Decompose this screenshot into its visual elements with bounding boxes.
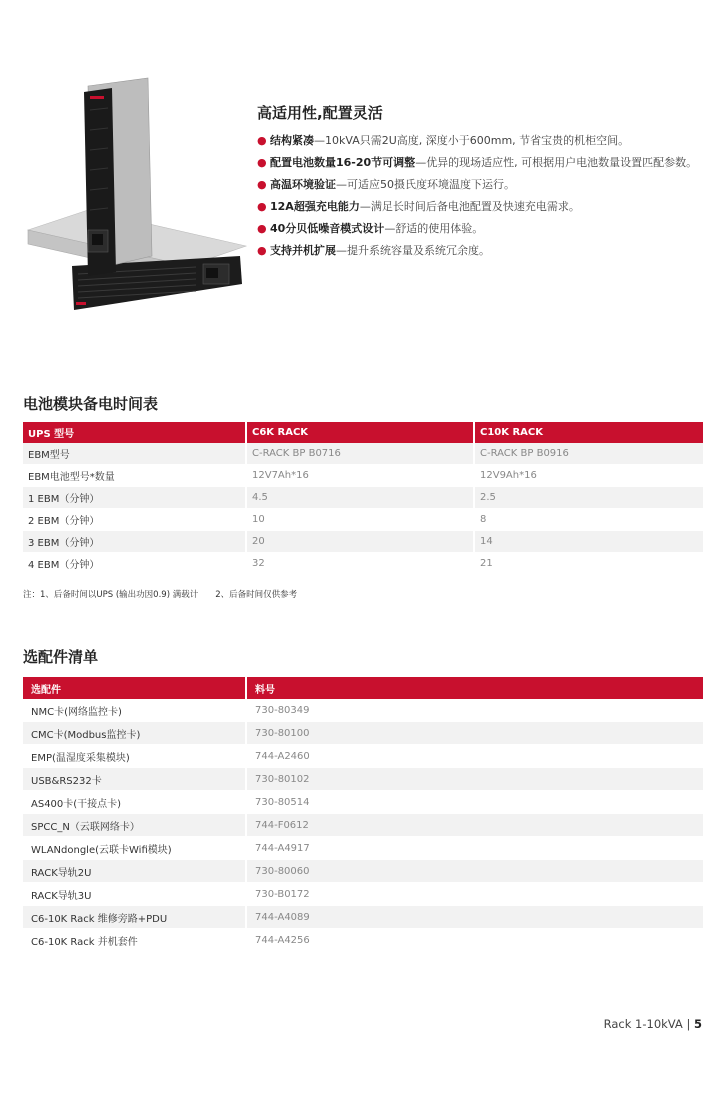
feature-highlight: 12A超强充电能力	[270, 200, 360, 213]
runtime-section-title: 电池模块备电时间表	[23, 395, 159, 413]
bullet-icon: ●	[257, 222, 267, 235]
part-number: 730-80102	[245, 768, 703, 791]
table-row	[23, 553, 703, 575]
feature-separator: —	[359, 200, 371, 213]
footer-product: Rack 1-10kVA	[603, 1017, 683, 1031]
runtime-header-model: UPS 型号	[23, 422, 245, 443]
row-label: 4 EBM（分钟）	[23, 553, 245, 575]
feature-separator: —	[415, 156, 427, 169]
feature-item	[257, 242, 707, 260]
product-image	[20, 70, 250, 320]
runtime-header-c10k: C10K RACK	[473, 422, 703, 443]
feature-text: 10kVA只需2U高度, 深度小于600mm, 节省宝贵的机柜空间。	[325, 134, 630, 147]
feature-separator: —	[384, 222, 396, 235]
option-name: CMC卡(Modbus监控卡)	[23, 722, 245, 745]
table-row	[23, 699, 703, 722]
table-row	[23, 883, 703, 906]
options-header-part-number: 料号	[245, 677, 703, 699]
runtime-header-c6k: C6K RACK	[245, 422, 473, 443]
bullet-icon: ●	[257, 134, 267, 147]
table-row	[23, 509, 703, 531]
option-name: RACK导轨3U	[23, 883, 245, 906]
table-row	[23, 443, 703, 465]
option-name: AS400卡(干接点卡)	[23, 791, 245, 814]
cell-value: 20	[245, 531, 473, 553]
part-number: 730-80100	[245, 722, 703, 745]
cell-value: 21	[473, 553, 703, 575]
bullet-icon: ●	[257, 178, 267, 191]
feature-text: 提升系统容量及系统冗余度。	[347, 244, 490, 257]
part-number: 744-A2460	[245, 745, 703, 768]
table-row	[23, 837, 703, 860]
feature-item	[257, 132, 707, 150]
part-number: 744-F0612	[245, 814, 703, 837]
options-table	[23, 677, 703, 952]
option-name: SPCC_N（云联网络卡）	[23, 814, 245, 837]
table-row	[23, 465, 703, 487]
feature-item	[257, 220, 707, 238]
cell-value: 2.5	[473, 487, 703, 509]
feature-highlight: 配置电池数量16-20节可调整	[270, 156, 416, 169]
table-row	[23, 487, 703, 509]
option-name: C6-10K Rack 并机套件	[23, 929, 245, 952]
row-label: 1 EBM（分钟）	[23, 487, 245, 509]
bullet-icon: ●	[257, 244, 267, 257]
feature-item	[257, 154, 707, 172]
runtime-table	[23, 422, 703, 575]
option-name: C6-10K Rack 维修旁路+PDU	[23, 906, 245, 929]
feature-highlight: 支持并机扩展	[270, 244, 336, 257]
row-label: 3 EBM（分钟）	[23, 531, 245, 553]
row-label: 2 EBM（分钟）	[23, 509, 245, 531]
row-label: EBM电池型号*数量	[23, 465, 245, 487]
feature-item	[257, 176, 707, 194]
table-row	[23, 531, 703, 553]
table-row	[23, 791, 703, 814]
cell-value: 10	[245, 509, 473, 531]
table-row	[23, 860, 703, 883]
option-name: RACK导轨2U	[23, 860, 245, 883]
bullet-icon: ●	[257, 156, 267, 169]
row-label: EBM型号	[23, 443, 245, 465]
part-number: 730-80514	[245, 791, 703, 814]
feature-highlight: 40分贝低噪音模式设计	[270, 222, 385, 235]
table-row	[23, 906, 703, 929]
runtime-header-row	[23, 422, 703, 443]
cell-value: 8	[473, 509, 703, 531]
table-row	[23, 929, 703, 952]
runtime-note: 注：1、后备时间以UPS (输出功因0.9) 满载计 2、后备时间仅供参考	[23, 590, 298, 600]
table-row	[23, 745, 703, 768]
feature-text: 满足长时间后备电池配置及快速充电需求。	[370, 200, 580, 213]
feature-separator: —	[336, 244, 347, 257]
feature-text: 优异的现场适应性, 可根据用户电池数量设置匹配参数。	[426, 156, 698, 169]
table-row	[23, 814, 703, 837]
bullet-icon: ●	[257, 200, 267, 213]
cell-value: 12V7Ah*16	[245, 465, 473, 487]
feature-highlight: 高温环境验证	[270, 178, 336, 191]
option-name: EMP(温湿度采集模块)	[23, 745, 245, 768]
option-name: USB&RS232卡	[23, 768, 245, 791]
features-title: 高适用性,配置灵活	[257, 104, 383, 122]
table-row	[23, 768, 703, 791]
options-section-title: 选配件清单	[23, 648, 99, 666]
footer-divider: |	[686, 1017, 691, 1031]
cell-value: C-RACK BP B0716	[245, 443, 473, 465]
page-footer	[604, 1017, 702, 1031]
part-number: 744-A4089	[245, 906, 703, 929]
cell-value: 12V9Ah*16	[473, 465, 703, 487]
cell-value: C-RACK BP B0916	[473, 443, 703, 465]
part-number: 730-80349	[245, 699, 703, 722]
table-row	[23, 722, 703, 745]
options-header-item: 选配件	[23, 677, 245, 699]
part-number: 744-A4917	[245, 837, 703, 860]
cell-value: 4.5	[245, 487, 473, 509]
feature-item	[257, 198, 707, 216]
option-name: WLANdongle(云联卡Wifi模块)	[23, 837, 245, 860]
feature-separator: —	[336, 178, 347, 191]
cell-value: 32	[245, 553, 473, 575]
feature-highlight: 结构紧凑	[270, 134, 314, 147]
part-number: 730-B0172	[245, 883, 703, 906]
part-number: 744-A4256	[245, 929, 703, 952]
features-list	[257, 132, 707, 264]
part-number: 730-80060	[245, 860, 703, 883]
cell-value: 14	[473, 531, 703, 553]
page-number: 5	[693, 1017, 702, 1031]
feature-text: 可适应50摄氏度环境温度下运行。	[347, 178, 515, 191]
feature-separator: —	[314, 134, 325, 147]
feature-text: 舒适的使用体验。	[395, 222, 484, 235]
options-header-row	[23, 677, 703, 699]
option-name: NMC卡(网络监控卡)	[23, 699, 245, 722]
